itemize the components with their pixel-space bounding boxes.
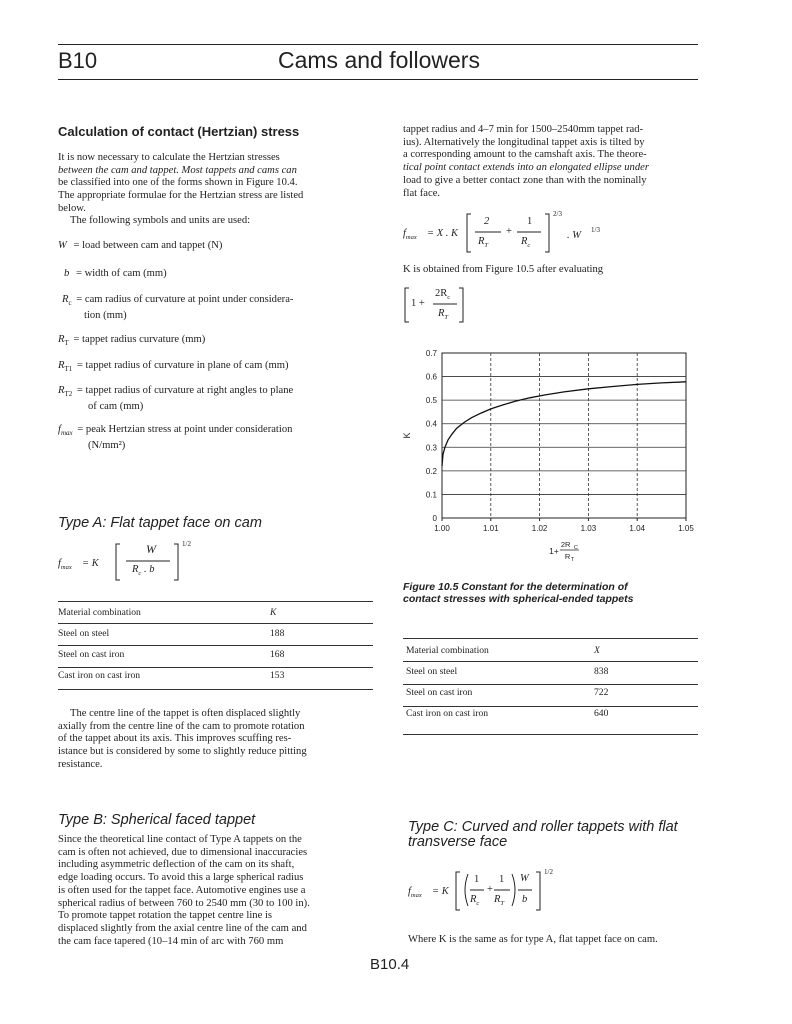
symbol-letter: R [58,385,65,396]
text-line: The appropriate formulae for the Hertzian stress are listed [58,190,304,202]
formula-num1: 2 [484,216,490,227]
text-line: edge loading occurs. To avoid this a large spherical radius [58,872,304,884]
symbol-desc-cont: of cam (mm) [88,400,144,412]
right-bracket [459,288,463,322]
text-line: the cam face tapered (10–14 min of arc with 760 mm [58,935,284,947]
text-line: flat face. [403,187,441,199]
table-x-rule [403,684,698,685]
type-a-paragraph [58,708,378,772]
k-expr-den [438,308,448,321]
text-line: To promote tappet rotation the tappet centre line is [58,910,273,922]
symbol-letter: R [58,360,65,371]
symbol-desc: = cam radius of curvature at point under considera- [76,294,294,305]
formula-sub: max [410,892,422,900]
symbol-sub: c [68,299,72,308]
table-cell: Cast iron on cast iron [406,708,489,719]
table-header-cell: K [270,607,277,618]
c-power: 1/2 [544,868,553,876]
den2-r: R [521,236,528,247]
symbol-RT [58,334,205,350]
symbol-sub: T1 [64,365,73,374]
table-k [58,602,373,686]
den1-sub: T [484,242,489,250]
formula-eq: = X . K [427,228,459,239]
table-x-rule-bottom [403,734,698,735]
formula-f: f [403,228,406,239]
formula-den-r: R [132,564,139,575]
den2-sub: c [527,242,531,250]
intro-paragraph [58,152,378,216]
formula-numerator: W [146,542,156,556]
y-tick-label: 0.3 [425,443,437,453]
symbol-b [64,268,167,281]
formula-sub: max [60,564,72,572]
left-bracket [456,872,460,910]
formula-den2 [521,236,530,249]
k-expr-num [435,288,450,301]
symbol-desc: = tappet radius of curvature at right angles to plane [76,385,294,396]
formula-den1 [478,236,488,249]
y-tick-label: 0.2 [425,466,437,476]
x-axis-label-num-sub: C [573,545,578,551]
text-line: of the tappet about its axis. This improves scuffing res- [58,733,292,745]
table-cell: 168 [270,649,285,660]
c-b: b [522,894,528,905]
table-cell: Cast iron on cast iron [58,670,141,681]
table-cell: Steel on steel [58,628,110,639]
header-rule-bottom [58,79,698,80]
k-num-sub: c [447,294,451,302]
table-x [406,640,698,724]
left-bracket [116,544,120,580]
table-header-row [58,602,373,623]
table-k-rule [58,667,373,668]
text-line: below. [58,202,86,214]
den1-r: R [478,236,485,247]
table-cell: 722 [594,687,609,698]
c-den1-sub: c [476,900,480,908]
table-header-row [406,640,698,661]
symbol-desc-cont: tion (mm) [84,309,127,321]
y-tick-label: 0.7 [425,349,437,358]
formula-f: f [408,886,411,897]
symbol-letter: W [58,240,67,251]
text-line: cam is often not achieved, due to dimensional inaccuracies [58,846,308,858]
caption-line: contact stresses with spherical-ended tappets [403,593,634,605]
type-a-heading: Type A: Flat tappet face on cam [58,515,262,531]
symbol-letter: b [64,268,70,279]
c-den1 [470,894,479,907]
c-den2-r: R [494,894,501,905]
formula-lhs [408,886,422,899]
formula-power: 1/2 [182,540,191,548]
text-line: be classified into one of the forms shown in Figure 10.4. [58,177,298,189]
text-line: ius). Alternatively the longitudinal tappet axis is tilted by [403,136,645,148]
text-line: resistance. [58,758,103,770]
x-axis-label-den: R [564,552,571,561]
table-x-rule [403,706,698,707]
section-code: B10 [58,48,98,73]
text-line: The centre line of the tappet is often displaced slightly [70,708,301,719]
symbol-fmax [58,424,292,452]
formula-eq: = K [432,886,449,897]
heading-line: transverse face [408,834,508,850]
figure-caption [403,581,703,605]
text-line: tappet radius and 4–7 min for 1500–2540mm tappet rad- [403,124,644,135]
formula-plus: + [506,226,512,237]
type-c-heading [408,820,678,850]
plot-frame [442,353,686,518]
table-row [58,644,373,665]
x-tick-label: 1.01 [483,524,499,533]
table-cell: Steel on cast iron [406,687,473,698]
symbol-desc: = tappet radius curvature (mm) [73,334,206,345]
y-tick-label: 0 [432,514,437,523]
symbol-desc-cont: (N/mm²) [88,439,126,451]
x-axis-label-den-sub: T [570,557,575,563]
type-b-heading: Type B: Spherical faced tappet [58,812,256,828]
right-bracket [174,544,178,580]
type-c-formula [408,868,608,918]
symbol-desc: = tappet radius of curvature in plane of cam (mm) [76,360,289,371]
text-line: a corresponding amount to the camshaft axis. The theore- [403,149,647,161]
x-axis-label-one: 1+ [549,546,559,556]
table-cell: 188 [270,628,285,639]
type-c-note: Where K is the same as for type A, flat tappet face on cam. [408,934,658,945]
y-tick-label: 0.5 [425,396,437,406]
c-w: W [520,873,529,884]
heading-line: Type C: Curved and roller tappets with flat [408,819,678,835]
table-cell: Steel on steel [406,666,458,677]
type-b-brackets [465,210,565,256]
symbol-desc: = load between cam and tappet (N) [73,240,223,251]
type-a-formula [58,538,278,588]
right-bracket [536,872,540,910]
k-den: R [438,308,445,319]
symbol-letter: R [58,334,65,345]
table-header-cell: Material combination [58,607,141,618]
text-line: Since the theoretical line contact of Type A tappets on the [58,834,302,845]
text-line: It is now necessary to calculate the Hertzian stresses [58,152,280,163]
symbol-desc: = width of cam (mm) [75,268,167,279]
x-tick-label: 1.02 [531,524,548,533]
x-tick-label: 1.04 [629,524,645,533]
left-bracket [405,288,409,322]
c-den2-sub: T [500,900,505,908]
table-cell: 838 [594,666,609,677]
formula-eq: = K [82,558,99,569]
x-axis-label-num: 2R [560,540,571,549]
k-den-sub: T [444,314,449,322]
text-line: including asymmetric deflection of the cam on its shaft, [58,859,295,871]
table-k-rule [58,645,373,646]
table-header-cell: Material combination [406,645,489,656]
header-rule-top [58,44,698,45]
y-axis-label: K [402,432,412,439]
symbol-RT2 [58,385,293,413]
formula-den-rest: . b [143,564,155,575]
symbol-sub: max [60,429,73,438]
symbol-letter: f [58,424,61,435]
formula-lhs [58,558,72,571]
symbol-sub: T [64,339,69,348]
symbol-RT1 [58,360,289,376]
y-tick-label: 0.6 [425,372,437,382]
y-tick-label: 0.4 [425,419,437,429]
table-x-rule-top [403,638,698,639]
y-tick-label: 0.1 [425,490,437,500]
table-row [58,665,373,686]
k-expression [403,284,483,326]
type-b-formula [403,210,693,260]
x-tick-label: 1.00 [434,524,450,533]
text-line: is often used for the tappet face. Automotive engines use a [58,884,306,896]
text-line: istance but is considered by some to slightly reduce pitting [58,746,307,758]
text-line: displaced slightly from the axial centre line of the cam and [58,922,307,934]
c-num1: 1 [474,874,480,885]
formula-lhs [403,228,417,241]
formula-num2: 1 [527,216,533,227]
x-tick-label: 1.05 [678,524,694,533]
symbol-desc: = peak Hertzian stress at point under consideration [77,424,293,435]
formula-tail: . W [567,230,581,241]
c-plus: + [487,884,493,895]
symbol-Rc [62,294,293,322]
table-row [406,661,698,682]
c-den2 [494,894,504,907]
text-line: spherical radius of between 760 to 2540 mm (30 to 100 in). [58,897,310,909]
k-chart [392,338,712,578]
symbol-sub: T2 [64,390,73,399]
right-paren [512,874,515,906]
caption-line: Figure 10.5 Constant for the determination of [403,581,628,593]
table-cell: Steel on cast iron [58,649,125,660]
formula-denominator [132,564,154,577]
table-k-rule-bottom [58,689,373,690]
k-evaluate-text: K is obtained from Figure 10.5 after evaluating [403,264,604,275]
formula-sub: max [405,234,417,242]
table-cell: 153 [270,670,285,681]
type-b-paragraph [58,834,378,948]
c-num2: 1 [499,874,505,885]
right-bracket [545,214,549,252]
type-b-paragraph-cont [403,124,703,200]
contact-stress-heading: Calculation of contact (Hertzian) stress [58,124,300,139]
symbol-letter: R [62,294,69,305]
symbol-W [58,240,222,253]
left-paren [465,874,468,906]
formula-power: 2/3 [553,210,562,218]
x-tick-label: 1.03 [580,524,597,533]
table-row [406,682,698,703]
table-x-rule [403,661,698,662]
left-bracket [467,214,471,252]
text-line: between the cam and tappet. Most tappets and cams can [58,164,297,176]
table-cell: 640 [594,708,609,719]
page-title: Cams and followers [278,47,480,73]
formula-tail-power: 1/3 [591,226,600,234]
text-line: axially from the centre line of the cam to promote rotation [58,720,305,732]
text-line: tical point contact extends into an elongated ellipse under [403,162,649,174]
symbols-intro: The following symbols and units are used: [70,215,251,226]
text-line: load to give a better contact zone than with the nominally [403,174,647,186]
formula-f: f [58,558,61,569]
table-k-rule [58,623,373,624]
c-den1-r: R [470,894,477,905]
page-number: B10.4 [370,956,410,973]
k-num: 2R [435,288,448,299]
table-header-cell: X [594,645,600,656]
k-expr-one: 1 + [411,298,425,309]
table-row [58,623,373,644]
formula-den-sub: c [138,570,142,578]
